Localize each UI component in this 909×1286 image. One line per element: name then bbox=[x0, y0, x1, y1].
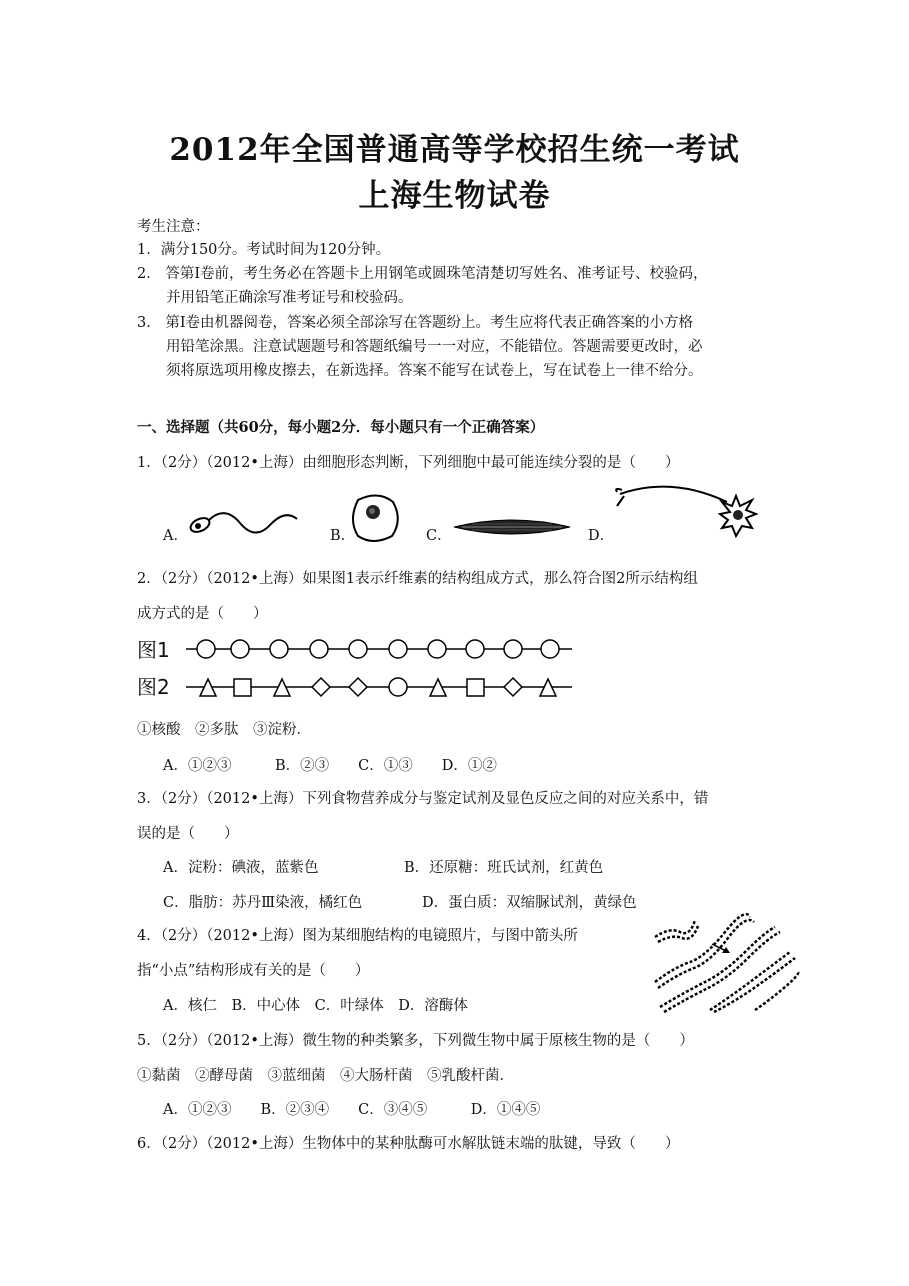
q1-option-a-label: A． bbox=[163, 528, 188, 544]
round-cell-icon bbox=[348, 492, 403, 544]
question-6-stem: 6．（2分）（2012•上海）生物体中的某种肽酶可水解肽链末端的肽键，导致（ ） bbox=[137, 1136, 680, 1152]
notice-item-1: 1．满分150分。考试时间为120分钟。 bbox=[137, 242, 391, 258]
figure-1-chain bbox=[186, 636, 586, 662]
question-5-stem: 5．（2分）（2012•上海）微生物的种类繁多，下列微生物中属于原核生物的是（ ） bbox=[137, 1033, 694, 1049]
question-4-stem-cont: 指“小点”结构形成有关的是（ ） bbox=[137, 963, 370, 979]
electron-micrograph-image bbox=[650, 912, 798, 1012]
figure-2-chain bbox=[186, 674, 586, 700]
notice-heading: 考生注意： bbox=[137, 219, 210, 235]
q3-option-c: C．脂肪：苏丹Ⅲ染液，橘红色 bbox=[163, 895, 363, 911]
q3-option-d: D．蛋白质：双缩脲试剂，黄绿色 bbox=[422, 895, 637, 911]
question-1-stem: 1．（2分）（2012•上海）由细胞形态判断，下列细胞中最可能连续分裂的是（ ） bbox=[137, 455, 680, 471]
section-heading: 一、选择题（共60分，每小题2分．每小题只有一个正确答案） bbox=[137, 419, 545, 436]
sperm-cell-icon bbox=[185, 505, 305, 540]
notice-item-3-cont1: 用铅笔涂黑。注意试题题号和答题纸编号一一对应，不能错位。答题需要更改时，必 bbox=[166, 339, 703, 355]
exam-subtitle: 上海生物试卷 bbox=[358, 178, 551, 214]
q1-option-d-label: D． bbox=[588, 528, 615, 544]
q1-option-b-label: B． bbox=[330, 528, 356, 544]
question-3-stem: 3．（2分）（2012•上海）下列食物营养成分与鉴定试剂及显色反应之间的对应关系中，错 bbox=[137, 791, 709, 807]
spindle-cell-icon bbox=[452, 515, 572, 539]
question-5-options: A．①②③ B．②③④ C．③④⑤ D．①④⑤ bbox=[163, 1102, 541, 1118]
neuron-icon bbox=[612, 482, 762, 542]
question-4-options: A．核仁 B．中心体 C．叶绿体 D．溶酶体 bbox=[163, 998, 468, 1014]
exam-title: 2012年全国普通高等学校招生统一考试 bbox=[169, 132, 740, 168]
question-2-stem-cont: 成方式的是（ ） bbox=[137, 606, 268, 622]
q3-option-b: B．还原糖：班氏试剂，红黄色 bbox=[404, 860, 604, 876]
question-5-items: ①黏菌 ②酵母菌 ③蓝细菌 ④大肠杆菌 ⑤乳酸杆菌． bbox=[137, 1068, 514, 1084]
figure-1-label: 图1 bbox=[137, 638, 170, 662]
question-2-items: ①核酸 ②多肽 ③淀粉． bbox=[137, 722, 311, 738]
notice-item-3-cont2: 须将原选项用橡皮擦去，在新选择。答案不能写在试卷上，写在试卷上一律不给分。 bbox=[166, 363, 703, 379]
q3-option-a: A．淀粉：碘液，蓝紫色 bbox=[163, 860, 319, 876]
notice-item-2: 2． 答第Ⅰ卷前，考生务必在答题卡上用钢笔或圆珠笔清楚切写姓名、准考证号、校验码， bbox=[137, 266, 708, 282]
question-2-stem: 2．（2分）（2012•上海）如果图1表示纤维素的结构组成方式，那么符合图2所示结构组 bbox=[137, 571, 698, 587]
question-2-options: A．①②③ B．②③ C．①③ D．①② bbox=[163, 758, 497, 774]
question-3-stem-cont: 误的是（ ） bbox=[137, 826, 239, 842]
notice-item-3: 3． 第Ⅰ卷由机器阅卷，答案必须全部涂写在答题纷上。考生应将代表正确答案的小方格 bbox=[137, 315, 694, 331]
notice-item-2-cont: 并用铅笔正确涂写准考证号和校验码。 bbox=[166, 290, 413, 306]
question-4-stem: 4．（2分）（2012•上海）图为某细胞结构的电镜照片，与图中箭头所 bbox=[137, 928, 578, 944]
figure-2-label: 图2 bbox=[137, 675, 170, 699]
q1-option-c-label: C． bbox=[426, 528, 452, 544]
